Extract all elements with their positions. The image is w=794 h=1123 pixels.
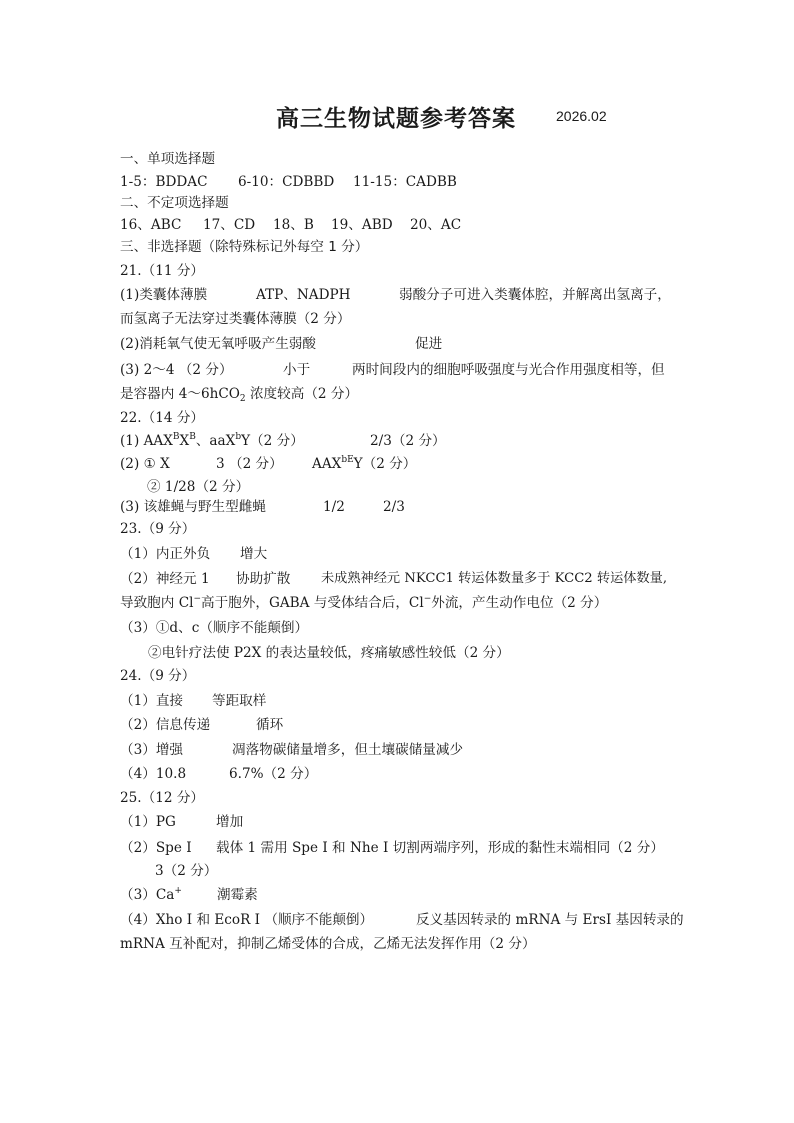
- q23-answer-1b: 增大: [240, 546, 268, 562]
- q21-line-5-text-a: 是容器内 4～6hCO: [120, 386, 240, 402]
- q22-line-3: ② 1/28（2 分）: [147, 479, 250, 495]
- q25-answer-4b: 反义基因转录的 mRNA 与 ErsI 基因转录的: [416, 912, 684, 928]
- answer-1-5: 1-5：BDDAC: [120, 174, 208, 190]
- question-21-heading: 21.（11 分）: [120, 263, 205, 279]
- q23-answer-2a: （2）神经元 1: [120, 571, 210, 587]
- q22-answer-3a: (3) 该雄蝇与野生型雌蝇: [120, 499, 266, 515]
- q21-line-2: 而氢离子无法穿过类囊体薄膜（2 分）: [120, 311, 351, 327]
- q21-line-5: [120, 385, 358, 403]
- q25-answer-3a: （3）Ca: [120, 887, 175, 903]
- superscript: −: [193, 594, 201, 604]
- answer-11-15: 11-15：CADBB: [353, 174, 457, 190]
- answer-19: 19、ABD: [331, 217, 393, 233]
- q25-answer-2b: 载体 1 需用 Spe I 和 Nhe I 切割两端序列，形成的黏性末端相同（2 分）: [216, 840, 664, 856]
- q21-answer-1c: 弱酸分子可进入类囊体腔，并解离出氢离子，: [399, 287, 671, 303]
- q23-line-3-text: 导致胞内 Cl: [120, 595, 194, 611]
- superscript: bE: [341, 455, 354, 465]
- q21-answer-1b: ATP、NADPH: [256, 287, 351, 303]
- answer-16: 16、ABC: [120, 217, 182, 233]
- genotype-part: Y（2 分）: [353, 456, 417, 472]
- section-heading-multi-choice: 二、不定项选择题: [120, 195, 229, 211]
- question-24-heading: 24.（9 分）: [120, 668, 196, 684]
- section-heading-non-choice: 三、非选择题（除特殊标记外每空 1 分）: [120, 239, 369, 255]
- q23-line-4: （3）①d、c（顺序不能颠倒）: [120, 620, 309, 636]
- q22-answer-3b: 1/2: [323, 499, 345, 515]
- question-22-heading: 22.（14 分）: [120, 410, 205, 426]
- genotype-part: 、aaX: [195, 433, 236, 449]
- q23-line-3-text: 外流，产生动作电位（2 分）: [431, 595, 608, 611]
- q25-line-3: 3（2 分）: [155, 863, 218, 879]
- q22-answer-2b: 3 （2 分）: [216, 456, 283, 472]
- section-heading-single-choice: 一、单项选择题: [120, 151, 216, 167]
- answer-18: 18、B: [273, 217, 314, 233]
- q23-answer-2b: 协助扩散: [236, 571, 291, 587]
- q25-answer-4a: （4）Xho I 和 EcoR I （顺序不能颠倒）: [120, 912, 374, 928]
- q21-answer-2a: (2)消耗氧气使无氧呼吸产生弱酸: [120, 336, 316, 352]
- superscript: b: [235, 432, 242, 442]
- q24-answer-1a: （1）直接: [120, 693, 184, 709]
- q21-answer-3b: 小于: [283, 362, 311, 378]
- q21-answer-3c: 两时间段内的细胞呼吸强度与光合作用强度相等，但: [352, 362, 665, 378]
- co2-subscript: 2: [239, 394, 246, 404]
- q24-answer-3a: （3）增强: [120, 742, 184, 758]
- q24-answer-3b: 凋落物碳储量增多，但土壤碳储量减少: [232, 742, 464, 758]
- superscript: +: [174, 886, 182, 896]
- q25-answer-1b: 增加: [216, 814, 244, 830]
- superscript: −: [423, 594, 432, 604]
- question-23-heading: 23.（9 分）: [120, 521, 196, 537]
- answer-17: 17、CD: [203, 217, 256, 233]
- q21-answer-1a: (1)类囊体薄膜: [120, 287, 208, 303]
- exam-date: 2026.02: [556, 108, 607, 124]
- question-25-heading: 25.（12 分）: [120, 790, 205, 806]
- q23-answer-1a: （1）内正外负: [120, 546, 211, 562]
- genotype-part: AAX: [312, 456, 342, 472]
- q25-answer-2a: （2）Spe I: [120, 840, 192, 856]
- q23-answer-2c: 未成熟神经元 NKCC1 转运体数量多于 KCC2 转运体数量,: [321, 571, 668, 586]
- q25-answer-3b: 潮霉素: [217, 887, 258, 903]
- superscript: B: [172, 432, 180, 442]
- answer-6-10: 6-10：CDBBD: [238, 174, 335, 190]
- q24-answer-4a: （4）10.8: [120, 766, 187, 782]
- q22-answer-2a: (2) ① X: [120, 456, 170, 472]
- genotype-part: X: [179, 433, 190, 449]
- q24-answer-2a: （2）信息传递: [120, 717, 211, 733]
- q24-answer-4b: 6.7%（2 分）: [229, 766, 318, 782]
- q24-answer-1b: 等距取样: [212, 693, 267, 709]
- q23-line-3-text: 高于胞外，GABA 与受体结合后，Cl: [201, 595, 424, 611]
- q25-answer-1a: （1）PG: [120, 814, 176, 830]
- genotype-part: Y（2 分）: [241, 433, 304, 449]
- q23-line-5: ②电针疗法使 P2X 的表达量较低，疼痛敏感性较低（2 分）: [148, 645, 510, 661]
- page-title: 高三生物试题参考答案: [276, 105, 516, 132]
- q23-line-3: [120, 594, 607, 612]
- q21-line-5-text-b: 浓度较高（2 分）: [245, 386, 359, 402]
- answer-20: 20、AC: [410, 217, 462, 233]
- q21-answer-3a: (3) 2～4 （2 分）: [120, 362, 233, 378]
- q24-answer-2b: 循环: [256, 717, 284, 733]
- q22-answer-3c: 2/3: [383, 499, 405, 515]
- q25-line-6: mRNA 互补配对，抑制乙烯受体的合成，乙烯无法发挥作用（2 分）: [120, 936, 536, 952]
- q22-answer-1b: 2/3（2 分）: [370, 433, 446, 449]
- q21-answer-2b: 促进: [415, 336, 443, 352]
- genotype-part: (1) AAX: [120, 433, 173, 449]
- superscript: B: [189, 432, 196, 442]
